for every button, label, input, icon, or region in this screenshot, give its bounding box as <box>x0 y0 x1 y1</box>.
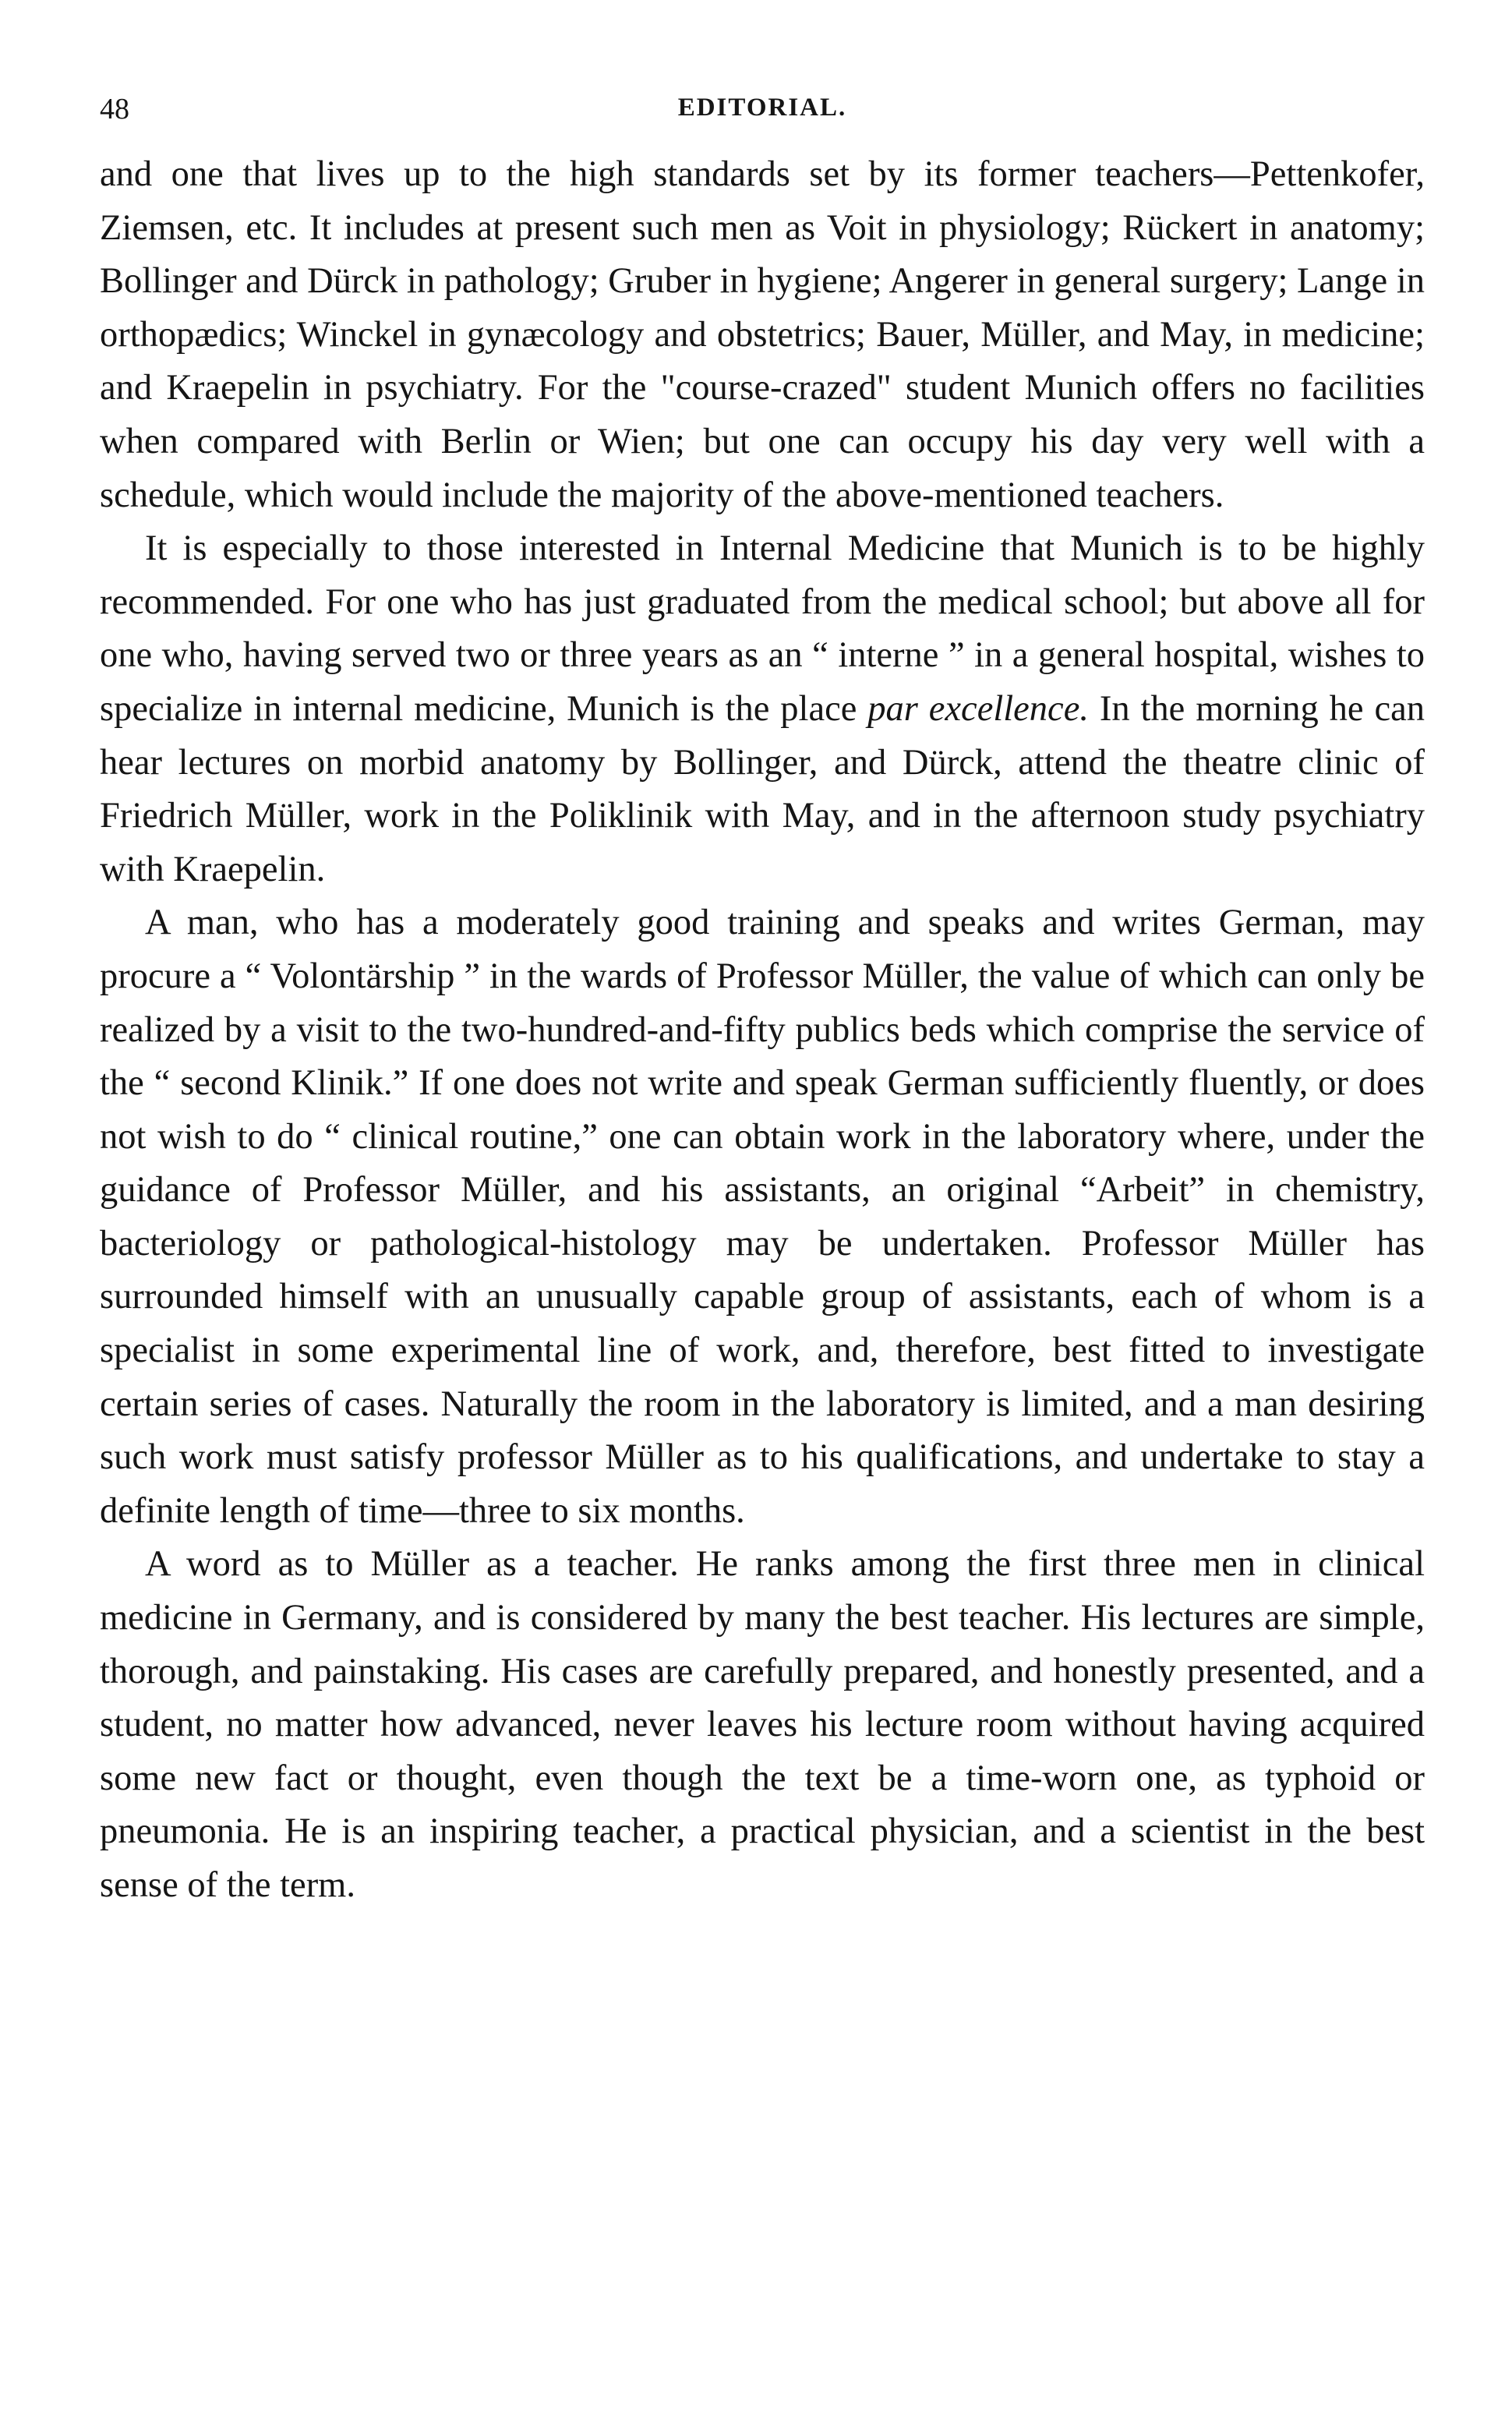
paragraph-continuation: and one that lives up to the high standards set by its former teachers—Pettenkofer, Ziemsen, etc. It includes at present such men as Voit in physiology; Rückert in anatomy; Bollinger and Dürck in pathology; Gruber in hygiene; Angerer in general surgery; Lange in orthopædics; Winckel in gynæcology and obstetrics; Bauer, Müller, and May, in medicine; and Kraepelin in psychiatry. For the "course-crazed" student Munich offers no facilities when compared with Berlin or Wien; but one can occupy his day very well with a schedule, which would include the majority of the above-mentioned teachers. <box>100 154 1425 515</box>
page-header <box>100 92 1425 139</box>
page <box>100 92 1425 1913</box>
body-text <box>100 148 1425 1913</box>
paragraph-muller-teacher: A word as to Müller as a teacher. He ranks among the first three men in clinical medicine in Germany, and is considered by many the best teacher. His lectures are simple, thorough, and painstaking. His cases are carefully prepared, and honestly presented, and a student, no matter how advanced, never leaves his lecture room without having acquired some new fact or thought, even though the text be a time-worn one, as typhoid or pneumonia. He is an inspiring teacher, a practical physician, and a scientist in the best sense of the term. <box>100 1544 1425 1905</box>
paragraph-text-before: It is especially to those interested in Internal Medicine that Munich is to be highly recommended. For one who has just graduated from the medical school; but above all for one who, having served two or three years as an “ interne ” in a general hospital, wishes to specialize in internal medicine, Munich is the place <box>100 528 1425 729</box>
running-head: EDITORIAL. <box>677 94 847 122</box>
paragraph-internal-medicine <box>100 522 1425 896</box>
paragraph-volontarship: A man, who has a moderately good training and speaks and writes German, may procure a “ Volontärship ” in the wards of Professor Müller, the value of which can only be realized by a visit to the two-hundred-and-fifty publics beds which comprise the service of the “ second Klinik.” If one does not write and speak German sufficiently fluently, or does not wish to do “ clinical routine,” one can obtain work in the laboratory where, under the guidance of Professor Müller, and his assistants, an original “Arbeit” in chemistry, bacteriology or pathological-histology may be undertaken. Professor Müller has surrounded himself with an unusually capable group of assistants, each of whom is a specialist in some experimental line of work, and, therefore, best fitted to investigate certain series of cases. Naturally the room in the laboratory is limited, and a man desiring such work must satisfy professor Müller as to his qualifications, and undertake to stay a definite length of time—three to six months. <box>100 903 1425 1531</box>
italic-phrase: par excellence. <box>867 688 1089 729</box>
page-number: 48 <box>100 93 129 125</box>
paragraph-text-after: In the morning he can hear lectures on morbid anatomy by Bollinger, and Dürck, attend the theatre clinic of Friedrich Müller, work in the Poliklinik with May, and in the afternoon study psychiatry with Kraepelin. <box>100 688 1425 889</box>
